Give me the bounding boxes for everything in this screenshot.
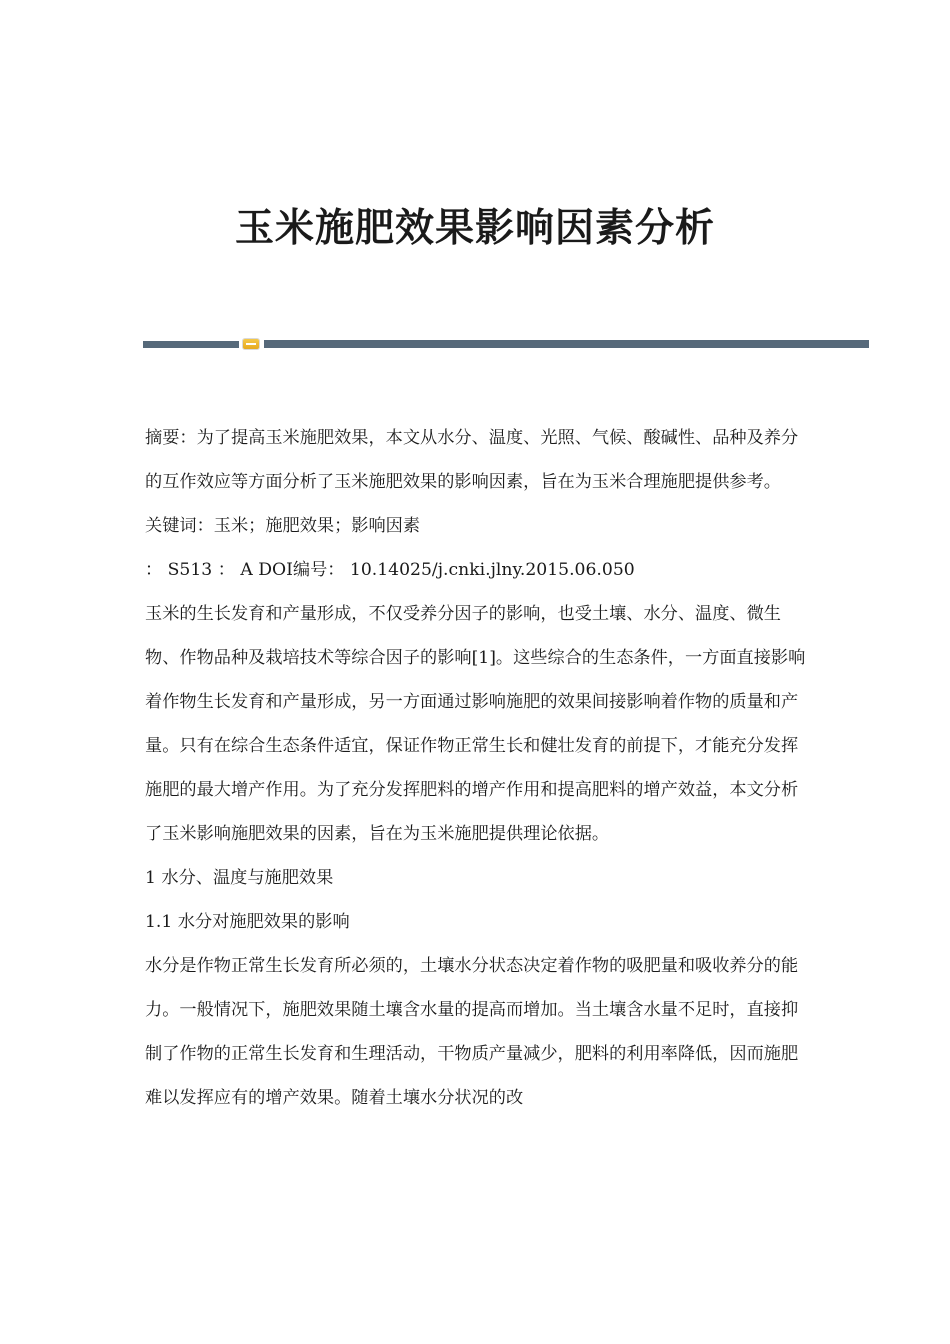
document-body — [145, 416, 813, 1120]
keywords-line: 关键词：玉米；施肥效果；影响因素 — [145, 516, 421, 536]
divider-ornament-icon — [243, 339, 259, 349]
classification-doi-line: ： S513 ： A DOI编号： 10.14025/j.cnki.jlny.2015.06.050 — [145, 560, 635, 580]
divider-bar-left — [143, 341, 239, 348]
section-heading-1: 1 水分、温度与施肥效果 — [145, 868, 334, 888]
intro-paragraph: 玉米的生长发育和产量形成，不仅受养分因子的影响，也受土壤、水分、温度、微生物、作物品种及栽培技术等综合因子的影响[1]。这些综合的生态条件，一方面直接影响着作物生长发育和产量形成，另一方面通过影响施肥的效果间接影响着作物的质量和产量。只有在综合生态条件适宜，保证作物正常生长和健壮发育的前提下，才能充分发挥施肥的最大增产作用。为了充分发挥肥料的增产作用和提高肥料的增产效益，本文分析了玉米影响施肥效果的因素，旨在为玉米施肥提供理论依据。 — [145, 604, 806, 844]
section-heading-1-1: 1.1 水分对施肥效果的影响 — [145, 912, 350, 932]
section-1-1-paragraph: 水分是作物正常生长发育所必须的，土壤水分状态决定着作物的吸肥量和吸收养分的能力。一般情况下，施肥效果随土壤含水量的提高而增加。当土壤含水量不足时，直接抑制了作物的正常生长发育和生理活动，干物质产量减少，肥料的利用率降低，因而施肥难以发挥应有的增产效果。随着土壤水分状况的改 — [145, 956, 799, 1108]
abstract-paragraph: 摘要：为了提高玉米施肥效果，本文从水分、温度、光照、气候、酸碱性、品种及养分的互作效应等方面分析了玉米施肥效果的影响因素，旨在为玉米合理施肥提供参考。 — [145, 428, 799, 492]
divider-bar-right — [264, 340, 869, 348]
title-divider — [143, 339, 869, 349]
document-title: 玉米施肥效果影响因素分析 — [234, 205, 715, 251]
